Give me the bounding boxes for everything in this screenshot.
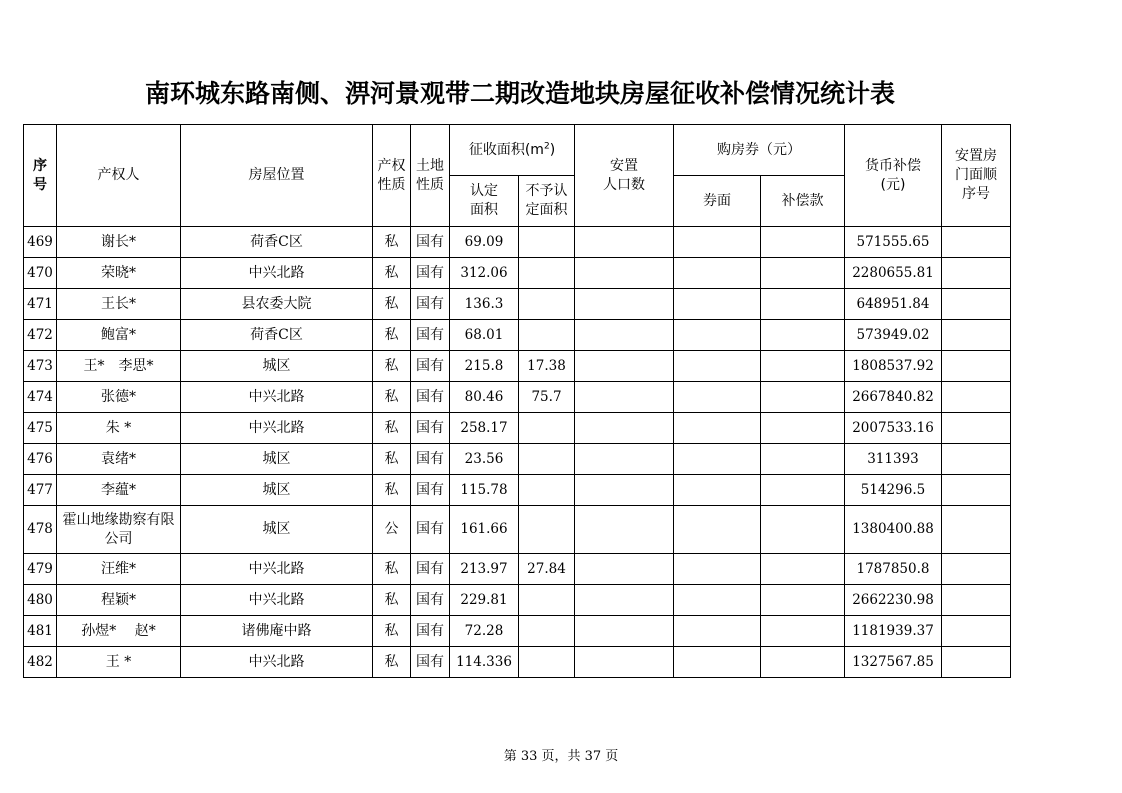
cell-resettle [575, 320, 674, 351]
cell-land-type: 国有 [411, 616, 450, 647]
cell-voucher-comp [761, 382, 845, 413]
cell-land-type: 国有 [411, 585, 450, 616]
cell-seq: 470 [24, 258, 57, 289]
cell-seq: 480 [24, 585, 57, 616]
cell-resettle [575, 647, 674, 678]
cell-location: 城区 [181, 475, 373, 506]
cell-land-type: 国有 [411, 506, 450, 554]
cell-area-approved: 213.97 [450, 554, 519, 585]
cell-property-type: 公 [373, 506, 411, 554]
header-property-type: 产权 性质 [373, 125, 411, 227]
cell-cash: 514296.5 [845, 475, 942, 506]
cell-seq: 479 [24, 554, 57, 585]
cell-area-approved: 312.06 [450, 258, 519, 289]
cell-location: 城区 [181, 351, 373, 382]
cell-property-type: 私 [373, 258, 411, 289]
cell-resettle [575, 616, 674, 647]
cell-area-rejected [519, 413, 575, 444]
cell-seq: 476 [24, 444, 57, 475]
cell-seq: 481 [24, 616, 57, 647]
header-voucher-face: 券面 [674, 176, 761, 227]
cell-cash: 1181939.37 [845, 616, 942, 647]
header-cash: 货币补偿 (元) [845, 125, 942, 227]
cell-door-seq [942, 506, 1011, 554]
cell-voucher-comp [761, 320, 845, 351]
cell-property-type: 私 [373, 351, 411, 382]
cell-owner: 谢长* [57, 227, 181, 258]
cell-property-type: 私 [373, 475, 411, 506]
cell-cash: 1327567.85 [845, 647, 942, 678]
cell-door-seq [942, 647, 1011, 678]
cell-voucher-face [674, 413, 761, 444]
cell-voucher-face [674, 616, 761, 647]
header-voucher-group: 购房券（元） [674, 125, 845, 176]
table-row [24, 585, 1011, 616]
table-row [24, 616, 1011, 647]
cell-voucher-comp [761, 351, 845, 382]
cell-location: 县农委大院 [181, 289, 373, 320]
cell-voucher-face [674, 289, 761, 320]
cell-area-approved: 161.66 [450, 506, 519, 554]
cell-voucher-face [674, 585, 761, 616]
cell-location: 中兴北路 [181, 554, 373, 585]
table-row [24, 444, 1011, 475]
header-door-seq: 安置房 门面顺 序号 [942, 125, 1011, 227]
cell-location: 城区 [181, 506, 373, 554]
cell-voucher-comp [761, 585, 845, 616]
table-row [24, 413, 1011, 444]
cell-area-approved: 136.3 [450, 289, 519, 320]
cell-door-seq [942, 382, 1011, 413]
cell-door-seq [942, 320, 1011, 351]
cell-voucher-comp [761, 258, 845, 289]
cell-voucher-face [674, 554, 761, 585]
cell-location: 荷香C区 [181, 227, 373, 258]
header-area-rejected: 不予认 定面积 [519, 176, 575, 227]
table-row [24, 506, 1011, 554]
cell-area-approved: 72.28 [450, 616, 519, 647]
cell-door-seq [942, 554, 1011, 585]
header-resettle: 安置 人口数 [575, 125, 674, 227]
table-row [24, 289, 1011, 320]
table-row [24, 320, 1011, 351]
cell-area-rejected [519, 258, 575, 289]
cell-property-type: 私 [373, 227, 411, 258]
cell-door-seq [942, 227, 1011, 258]
cell-area-rejected [519, 506, 575, 554]
cell-owner: 王* 李思* [57, 351, 181, 382]
cell-cash: 2667840.82 [845, 382, 942, 413]
cell-land-type: 国有 [411, 647, 450, 678]
cell-resettle [575, 506, 674, 554]
table-row [24, 647, 1011, 678]
cell-area-approved: 23.56 [450, 444, 519, 475]
cell-voucher-comp [761, 289, 845, 320]
page-footer: 第 33 页，共 37 页 [503, 749, 619, 764]
cell-cash: 1787850.8 [845, 554, 942, 585]
cell-location: 中兴北路 [181, 585, 373, 616]
cell-owner: 汪维* [57, 554, 181, 585]
compensation-table [23, 124, 1011, 678]
cell-cash: 573949.02 [845, 320, 942, 351]
cell-voucher-face [674, 351, 761, 382]
cell-resettle [575, 585, 674, 616]
cell-resettle [575, 475, 674, 506]
cell-property-type: 私 [373, 382, 411, 413]
header-voucher-comp: 补偿款 [761, 176, 845, 227]
cell-location: 荷香C区 [181, 320, 373, 351]
cell-area-approved: 80.46 [450, 382, 519, 413]
cell-location: 中兴北路 [181, 647, 373, 678]
header-area-approved: 认定 面积 [450, 176, 519, 227]
cell-land-type: 国有 [411, 444, 450, 475]
cell-voucher-face [674, 506, 761, 554]
cell-area-approved: 258.17 [450, 413, 519, 444]
cell-land-type: 国有 [411, 227, 450, 258]
cell-resettle [575, 351, 674, 382]
table-row [24, 554, 1011, 585]
table-row [24, 475, 1011, 506]
cell-door-seq [942, 444, 1011, 475]
cell-resettle [575, 258, 674, 289]
cell-seq: 471 [24, 289, 57, 320]
cell-resettle [575, 554, 674, 585]
cell-land-type: 国有 [411, 554, 450, 585]
cell-area-approved: 229.81 [450, 585, 519, 616]
cell-door-seq [942, 616, 1011, 647]
cell-seq: 472 [24, 320, 57, 351]
cell-area-approved: 68.01 [450, 320, 519, 351]
cell-cash: 2280655.81 [845, 258, 942, 289]
cell-voucher-face [674, 647, 761, 678]
cell-voucher-face [674, 320, 761, 351]
cell-voucher-face [674, 227, 761, 258]
cell-voucher-face [674, 475, 761, 506]
cell-area-approved: 215.8 [450, 351, 519, 382]
cell-voucher-comp [761, 444, 845, 475]
cell-door-seq [942, 289, 1011, 320]
cell-owner: 李蕴* [57, 475, 181, 506]
cell-property-type: 私 [373, 444, 411, 475]
cell-land-type: 国有 [411, 475, 450, 506]
cell-property-type: 私 [373, 413, 411, 444]
cell-owner: 霍山地缘勘察有限公司 [57, 506, 181, 554]
cell-location: 中兴北路 [181, 258, 373, 289]
cell-area-approved: 114.336 [450, 647, 519, 678]
cell-area-rejected [519, 585, 575, 616]
cell-property-type: 私 [373, 647, 411, 678]
cell-area-rejected [519, 444, 575, 475]
cell-land-type: 国有 [411, 351, 450, 382]
cell-door-seq [942, 258, 1011, 289]
cell-cash: 311393 [845, 444, 942, 475]
header-land-type: 土地 性质 [411, 125, 450, 227]
cell-owner: 朱 * [57, 413, 181, 444]
table-header [24, 125, 1011, 227]
table-row [24, 227, 1011, 258]
cell-voucher-comp [761, 227, 845, 258]
cell-seq: 475 [24, 413, 57, 444]
cell-voucher-comp [761, 647, 845, 678]
cell-cash: 2007533.16 [845, 413, 942, 444]
cell-resettle [575, 382, 674, 413]
page-title: 南环城东路南侧、淠河景观带二期改造地块房屋征收补偿情况统计表 [144, 79, 895, 108]
cell-voucher-face [674, 258, 761, 289]
cell-location: 城区 [181, 444, 373, 475]
cell-area-rejected [519, 475, 575, 506]
cell-land-type: 国有 [411, 320, 450, 351]
cell-owner: 张德* [57, 382, 181, 413]
cell-area-rejected [519, 647, 575, 678]
cell-land-type: 国有 [411, 382, 450, 413]
cell-seq: 478 [24, 506, 57, 554]
cell-land-type: 国有 [411, 258, 450, 289]
cell-location: 中兴北路 [181, 413, 373, 444]
cell-property-type: 私 [373, 289, 411, 320]
cell-property-type: 私 [373, 585, 411, 616]
cell-cash: 571555.65 [845, 227, 942, 258]
cell-area-rejected [519, 616, 575, 647]
cell-door-seq [942, 413, 1011, 444]
cell-location: 中兴北路 [181, 382, 373, 413]
cell-owner: 王长* [57, 289, 181, 320]
table-body [24, 227, 1011, 678]
cell-area-rejected: 27.84 [519, 554, 575, 585]
cell-door-seq [942, 585, 1011, 616]
cell-property-type: 私 [373, 554, 411, 585]
cell-resettle [575, 444, 674, 475]
header-seq: 序 号 [24, 125, 57, 227]
cell-seq: 477 [24, 475, 57, 506]
cell-land-type: 国有 [411, 289, 450, 320]
cell-seq: 482 [24, 647, 57, 678]
cell-owner: 鲍富* [57, 320, 181, 351]
cell-voucher-face [674, 444, 761, 475]
cell-voucher-comp [761, 413, 845, 444]
cell-seq: 473 [24, 351, 57, 382]
cell-owner: 孙煜* 赵* [57, 616, 181, 647]
cell-cash: 2662230.98 [845, 585, 942, 616]
cell-resettle [575, 227, 674, 258]
cell-owner: 程颖* [57, 585, 181, 616]
cell-door-seq [942, 351, 1011, 382]
cell-location: 诸佛庵中路 [181, 616, 373, 647]
cell-voucher-face [674, 382, 761, 413]
table-row [24, 382, 1011, 413]
cell-voucher-comp [761, 506, 845, 554]
header-owner: 产权人 [57, 125, 181, 227]
cell-seq: 474 [24, 382, 57, 413]
cell-property-type: 私 [373, 320, 411, 351]
cell-property-type: 私 [373, 616, 411, 647]
cell-area-rejected: 75.7 [519, 382, 575, 413]
table-row [24, 258, 1011, 289]
cell-resettle [575, 413, 674, 444]
cell-area-rejected: 17.38 [519, 351, 575, 382]
cell-door-seq [942, 475, 1011, 506]
cell-area-rejected [519, 289, 575, 320]
cell-area-approved: 69.09 [450, 227, 519, 258]
cell-seq: 469 [24, 227, 57, 258]
cell-owner: 袁绪* [57, 444, 181, 475]
cell-cash: 1380400.88 [845, 506, 942, 554]
header-location: 房屋位置 [181, 125, 373, 227]
cell-land-type: 国有 [411, 413, 450, 444]
cell-area-rejected [519, 320, 575, 351]
cell-owner: 荣晓* [57, 258, 181, 289]
cell-voucher-comp [761, 616, 845, 647]
cell-area-approved: 115.78 [450, 475, 519, 506]
cell-owner: 王 * [57, 647, 181, 678]
table-row [24, 351, 1011, 382]
cell-cash: 1808537.92 [845, 351, 942, 382]
cell-voucher-comp [761, 475, 845, 506]
header-area-group: 征收面积$(m^2)$ [450, 125, 575, 176]
cell-resettle [575, 289, 674, 320]
cell-area-rejected [519, 227, 575, 258]
cell-cash: 648951.84 [845, 289, 942, 320]
cell-voucher-comp [761, 554, 845, 585]
